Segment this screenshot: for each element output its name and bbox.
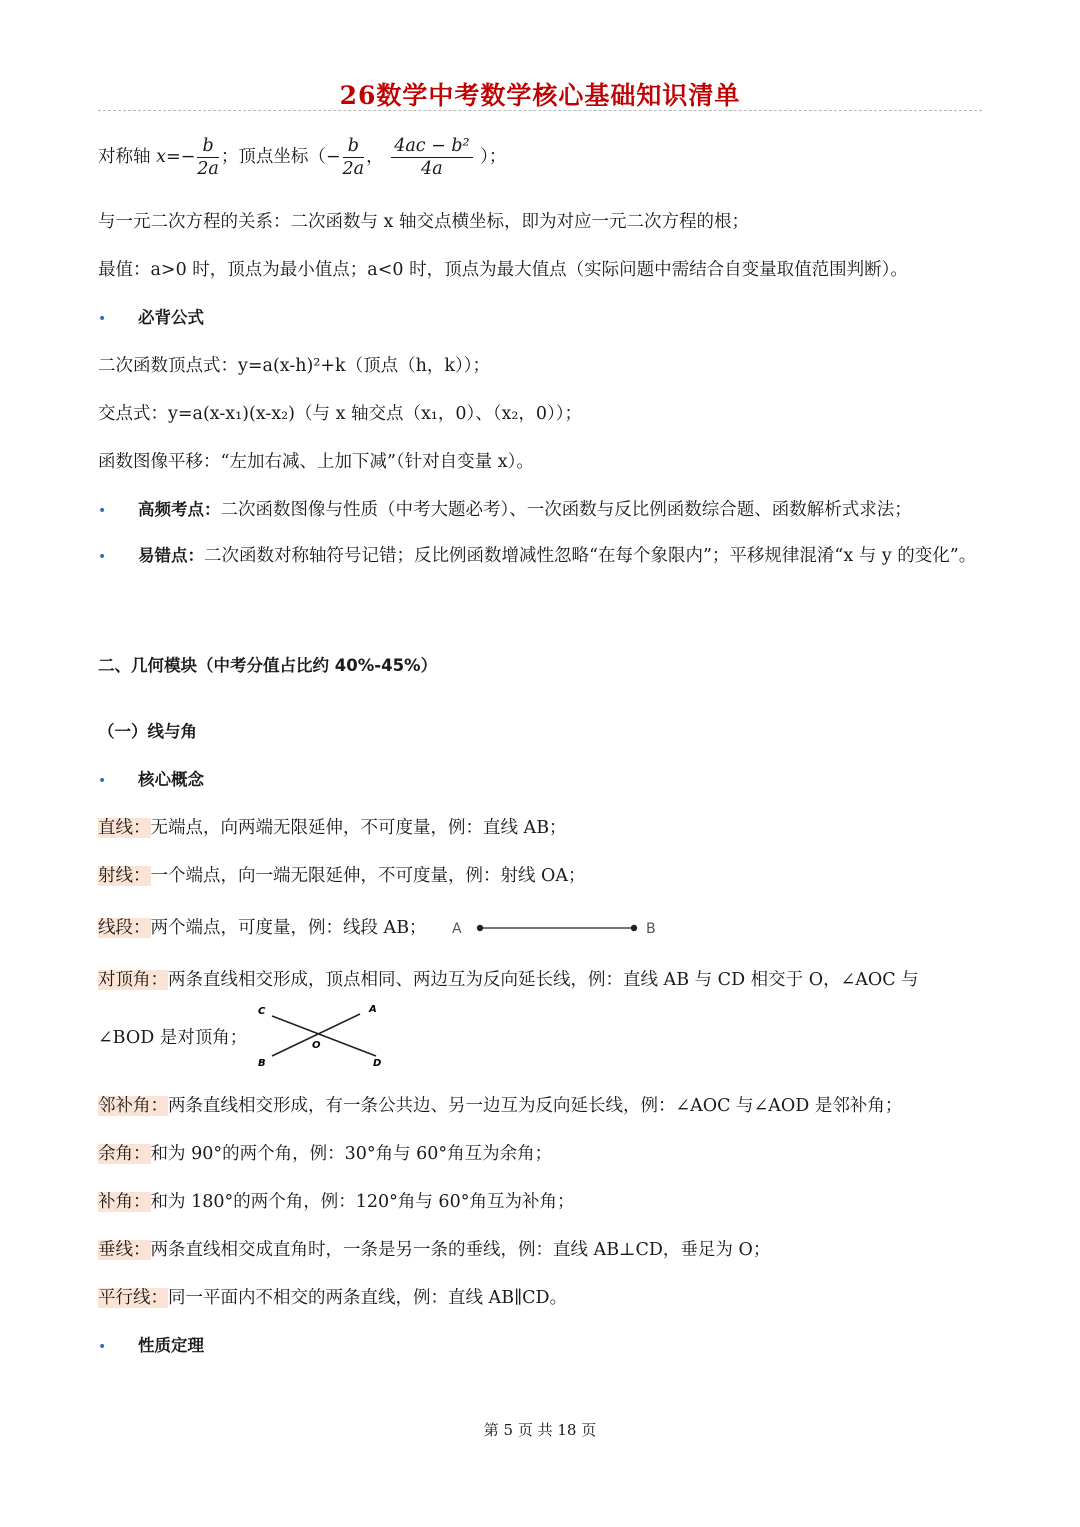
term-label: 线段： xyxy=(98,918,151,938)
concept-line: 直线：无端点，向两端无限延伸，不可度量，例：直线 AB； xyxy=(98,818,567,838)
concept-segment: 线段：两个端点，可度量，例：线段 AB； xyxy=(98,918,427,938)
term-label: 平行线： xyxy=(98,1288,168,1308)
bullet-icon: • xyxy=(98,311,107,327)
concept-perpendicular: 垂线：两条直线相交成直角时，一条是另一条的垂线，例：直线 AB⊥CD，垂足为 O； xyxy=(98,1240,771,1260)
relation-line: 与一元二次方程的关系：二次函数与 x 轴交点横坐标，即为对应一元二次方程的根； xyxy=(98,212,749,232)
title-divider xyxy=(98,110,982,111)
figure-label-d: D xyxy=(373,1058,382,1069)
formulas-heading: • 必背公式 xyxy=(98,306,988,331)
segment-label-b: B xyxy=(646,921,656,937)
section-geometry-title: 二、几何模块（中考分值占比约 40%-45%） xyxy=(98,656,438,675)
shift-rule-line: 函数图像平移：“左加右减、上加下减”（针对自变量 x）。 xyxy=(98,452,534,472)
concept-adjacent-supplementary: 邻补角：两条直线相交形成，有一条公共边、另一边互为反向延长线，例：∠AOC 与∠AOD 是邻补角； xyxy=(98,1096,903,1116)
vertical-angles-figure xyxy=(252,1000,392,1072)
figure-label-c: C xyxy=(258,1006,266,1017)
page-number: 第 5 页 共 18 页 xyxy=(483,1421,597,1439)
bullet-icon: • xyxy=(98,549,107,565)
document-title: 26数学中考数学核心基础知识清单 xyxy=(339,81,741,110)
vertical-angles-continued: ∠BOD 是对顶角； xyxy=(98,1028,248,1048)
subsection-lines-angles: （一）线与角 xyxy=(98,722,197,741)
vertex-x-fraction: $\frac{b}{2a}$ xyxy=(342,136,365,179)
hot-topics-line: • 高频考点：二次函数图像与性质（中考大题必考）、一次函数与反比例函数综合题、函数解析式求法； xyxy=(98,498,988,523)
term-label: 垂线： xyxy=(98,1240,151,1260)
concept-vertical-angles: 对顶角：两条直线相交形成，顶点相同、两边互为反向延长线，例：直线 AB 与 CD 相交于 O，∠AOC 与 xyxy=(98,970,919,990)
term-label: 补角： xyxy=(98,1192,151,1212)
term-label: 对顶角： xyxy=(98,970,168,990)
concept-complementary: 余角：和为 90°的两个角，例：30°角与 60°角互为余角； xyxy=(98,1144,553,1164)
concept-ray: 射线：一个端点，向一端无限延伸，不可度量，例：射线 OA； xyxy=(98,866,586,886)
term-label: 余角： xyxy=(98,1144,151,1164)
figure-label-a: A xyxy=(369,1004,377,1015)
common-errors-line: • 易错点：二次函数对称轴符号记错；反比例函数增减性忽略“在每个象限内”；平移规律混淆“x 与 y 的变化”。 xyxy=(98,538,988,575)
concept-parallel: 平行线：同一平面内不相交的两条直线，例：直线 AB∥CD。 xyxy=(98,1288,568,1308)
vertex-form-line: 二次函数顶点式：y=a(x-h)²+k（顶点（h，k））； xyxy=(98,356,491,376)
line-cd xyxy=(272,1016,376,1056)
extreme-value-line: 最值：a>0 时，顶点为最小值点；a<0 时，顶点为最大值点（实际问题中需结合自变量取值范围判断）。 xyxy=(98,260,908,280)
symmetry-axis-line: 对称轴 x=− $\frac{b}{2a}$ ；顶点坐标（− $\frac{b}{2a}$ ， $\frac{\text{4ac − b²}}{4a}$ ）； xyxy=(98,136,507,179)
segment-endpoint-a xyxy=(477,925,483,931)
segment-ab-figure xyxy=(448,914,664,942)
bullet-icon: • xyxy=(98,1339,107,1355)
bullet-icon: • xyxy=(98,503,107,519)
figure-label-b: B xyxy=(258,1058,266,1069)
intercept-form-line: 交点式：y=a(x-x₁)(x-x₂)（与 x 轴交点（x₁，0）、（x₂，0））； xyxy=(98,404,583,424)
core-concepts-heading: • 核心概念 xyxy=(98,768,988,793)
concept-supplementary: 补角：和为 180°的两个角，例：120°角与 60°角互为补角； xyxy=(98,1192,575,1212)
axis-fraction: $\frac{b}{2a}$ xyxy=(197,136,219,179)
bullet-icon: • xyxy=(98,773,107,789)
term-label: 射线： xyxy=(98,866,151,886)
figure-label-o: O xyxy=(312,1040,321,1051)
vertex-y-fraction: $\frac{\text{4ac − b²}}{4a}$ xyxy=(391,135,472,180)
term-label: 邻补角： xyxy=(98,1096,168,1116)
term-label: 直线： xyxy=(98,818,151,838)
segment-endpoint-b xyxy=(631,925,637,931)
segment-label-a: A xyxy=(452,921,462,937)
theorems-heading: • 性质定理 xyxy=(98,1334,988,1359)
